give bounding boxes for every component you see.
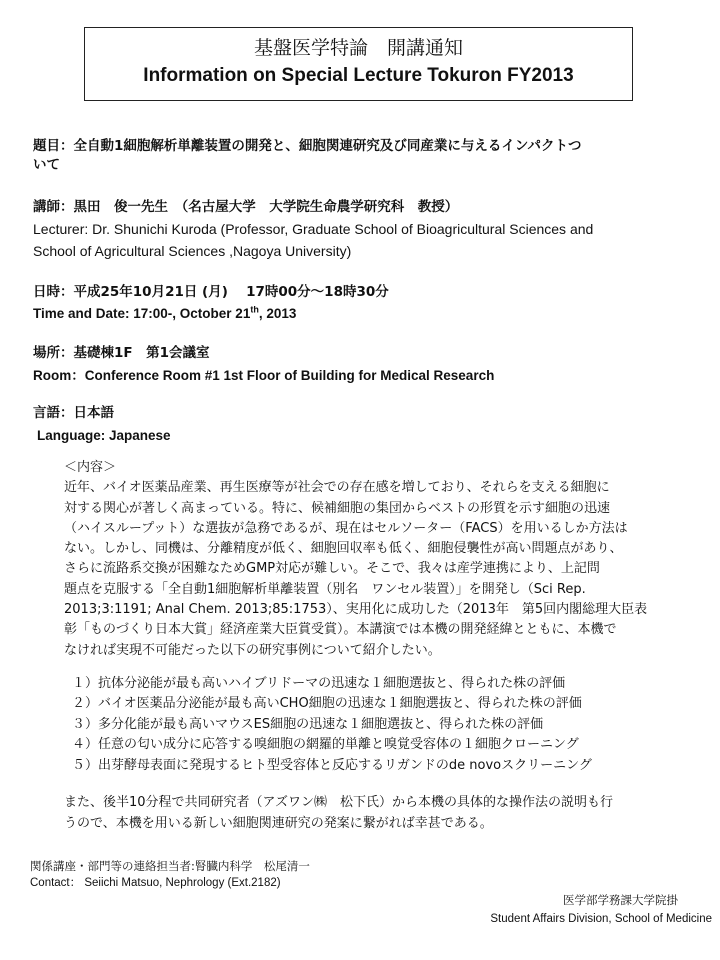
content-line: ない。しかし、同機は、分離精度が低く、細胞回収率も低く、細胞侵襲性が高い問題点があり、 — [64, 541, 623, 557]
language-section — [33, 404, 693, 446]
place-jp: 基礎棟1F 第1会議室 — [73, 345, 210, 361]
place-label: 場所： — [33, 345, 74, 361]
content-line: 題点を克服する「全自動1細胞解析単離装置（別名 ワンセル装置）」を開発し（Sci Rep. — [64, 581, 586, 597]
lecturer-name-jp: 黒田 俊一先生 （名古屋大学 大学院生命農学研究科 教授） — [73, 199, 459, 215]
lecturer-section — [33, 198, 693, 262]
content-line: （ハイスループット）な選抜が急務であるが、現在はセルソーター（FACS）を用いるしか方法は — [64, 520, 628, 536]
datetime-section — [33, 283, 693, 324]
room-label: Room： — [33, 368, 85, 383]
contact-en: Contact： Seiichi Matsuo, Nephrology (Ext.2182) — [30, 877, 281, 889]
language-label: 言語： — [33, 405, 74, 421]
page-title-en: Information on Special Lecture Tokuron FY2013 — [143, 65, 574, 86]
contact-section — [30, 858, 690, 892]
list-item: ４）任意の匂い成分に応答する嗅細胞の網羅的単離と嗅覚受容体の１細胞クローニング — [72, 737, 579, 753]
room-en: Conference Room #1 1st Floor of Building for Medical Research — [84, 368, 495, 383]
datetime-jp: 平成25年10月21日 (月) 17時00分～18時30分 — [73, 284, 389, 300]
topic-section — [33, 137, 693, 175]
topic-label: 題目： — [33, 138, 74, 154]
lecturer-en-line2: School of Agricultural Sciences ,Nagoya University) — [33, 243, 352, 259]
datetime-label: 日時： — [33, 284, 74, 300]
page-title-jp: 基盤医学特論 開講通知 — [253, 37, 463, 59]
content-paragraph — [64, 478, 694, 661]
closing-line: また、後半10分程で共同研究者（アズワン㈱ 松下氏）から本機の具体的な操作法の説明も行 — [64, 795, 614, 811]
content-line: 彰「ものづくり日本大賞」経済産業大臣賞受賞）。本講演では本機の開発経緯とともに、本機で — [64, 622, 617, 638]
office-en: Student Affairs Division, School of Medicine — [490, 913, 712, 925]
content-line: 対する関心が著しく高まっている。特に、候補細胞の集団からベストの形質を示す細胞の迅速 — [64, 500, 611, 516]
language-en: Language: Japanese — [37, 428, 171, 443]
list-item: ２）バイオ医薬品分泌能が最も高いCHO細胞の迅速な１細胞選抜と、得られた株の評価 — [72, 696, 582, 712]
closing-line: うので、本機を用いる新しい細胞関連研究の発案に繋がれば幸甚である。 — [64, 815, 493, 831]
place-section — [33, 344, 693, 386]
lecturer-en-line1: Lecturer: Dr. Shunichi Kuroda (Professor, Graduate School of Bioagricultural Sciences and — [33, 221, 594, 237]
datetime-en: Time and Date: 17:00-, October 21th, 2013 — [33, 304, 297, 321]
topic-text-line2: いて — [33, 157, 60, 173]
content-line: 近年、バイオ医薬品産業、再生医療等が社会での存在感を増しており、それらを支える細胞に — [64, 480, 610, 496]
content-section — [64, 458, 694, 834]
language-jp: 日本語 — [73, 405, 114, 421]
topic-text-line1: 全自動1細胞解析単離装置の開発と、細胞関連研究及び同産業に与えるインパクトつ — [73, 138, 582, 154]
lecturer-label: 講師： — [33, 199, 74, 215]
list-item: １）抗体分泌能が最も高いハイブリドーマの迅速な１細胞選抜と、得られた株の評価 — [72, 675, 566, 691]
office-jp: 医学部学務課大学院掛 — [563, 893, 678, 907]
research-examples-list — [64, 674, 694, 777]
contact-jp: 関係講座・部門等の連絡担当者:腎臓内科学 松尾清一 — [30, 859, 310, 873]
list-item: ５）出芽酵母表面に発現するヒト型受容体と反応するリガンドのde novoスクリーニング — [72, 757, 592, 773]
office-section — [490, 892, 712, 928]
content-heading: ＜内容＞ — [64, 460, 117, 475]
list-item: ３）多分化能が最も高いマウスES細胞の迅速な１細胞選抜と、得られた株の評価 — [72, 716, 544, 732]
content-line: 2013;3:1191; Anal Chem. 2013;85:1753）、実用化に成功した（2013年 第5回内閣総理大臣表 — [64, 602, 648, 618]
content-line: さらに流路系交換が困難なためGMP対応が難しい。そこで、我々は産学連携により、上記問 — [64, 561, 600, 577]
content-line: なければ実現不可能だった以下の研究事例について紹介したい。 — [64, 642, 441, 658]
closing-paragraph — [64, 793, 694, 834]
title-box — [84, 27, 633, 101]
